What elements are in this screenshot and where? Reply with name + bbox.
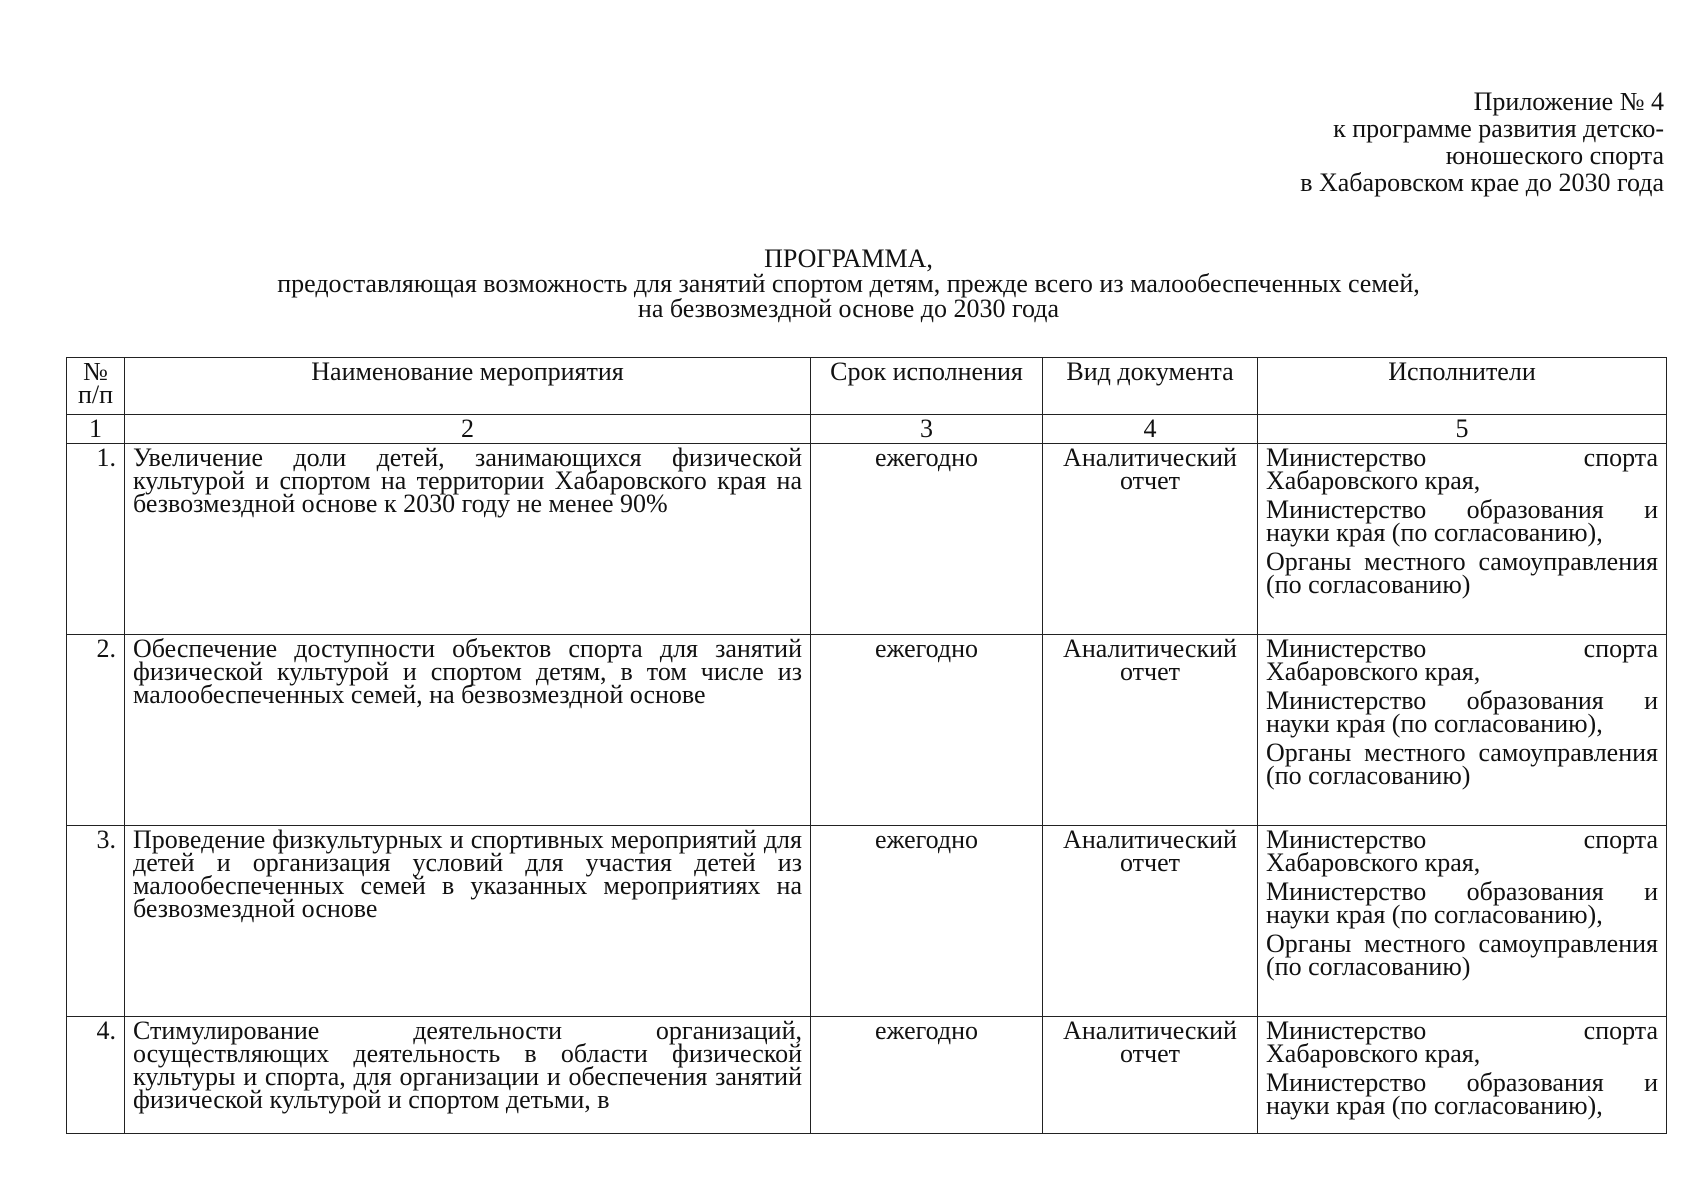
header-exec: Исполнители [1258, 358, 1667, 415]
appendix-note [1300, 88, 1664, 196]
table-header-row [67, 358, 1667, 415]
table-row [67, 635, 1667, 826]
deadline: ежегодно [811, 1017, 1043, 1134]
executors [1258, 444, 1667, 635]
header-term: Срок исполнения [811, 358, 1043, 415]
row-number: 1. [67, 444, 125, 635]
executor: Министерство спорта Хабаровского края, [1266, 443, 1658, 495]
appendix-line-2: к программе развития детско- [1333, 114, 1664, 143]
column-number: 2 [125, 415, 811, 444]
executor: Министерство образования и науки края (по согласованию), [1266, 877, 1658, 929]
table-row [67, 826, 1667, 1017]
executors [1258, 826, 1667, 1017]
column-number-row [67, 415, 1667, 444]
document-type: Аналитический отчет [1043, 1017, 1258, 1134]
table-row [67, 1017, 1667, 1134]
document-title [0, 246, 1697, 321]
title-line-2: предоставляющая возможность для занятий спортом детям, прежде всего из малообеспеченных семей, [277, 269, 1420, 298]
document-type: Аналитический отчет [1043, 635, 1258, 826]
executor: Министерство спорта Хабаровского края, [1266, 1016, 1658, 1068]
executor: Министерство образования и науки края (по согласованию), [1266, 1068, 1658, 1120]
appendix-line-3: юношеского спорта [1445, 141, 1664, 170]
header-num: № п/п [67, 358, 125, 415]
activity-name: Обеспечение доступности объектов спорта для занятий физической культурой и спортом детям, в том числе из малообеспеченных семей, на безвозмездной основе [125, 635, 811, 826]
document-type: Аналитический отчет [1043, 444, 1258, 635]
executors [1258, 1017, 1667, 1134]
column-number: 5 [1258, 415, 1667, 444]
appendix-line-4: в Хабаровском крае до 2030 года [1300, 168, 1664, 197]
executor: Органы местного самоуправления (по согласованию) [1266, 547, 1658, 599]
executor: Министерство спорта Хабаровского края, [1266, 825, 1658, 877]
deadline: ежегодно [811, 826, 1043, 1017]
column-number: 1 [67, 415, 125, 444]
deadline: ежегодно [811, 444, 1043, 635]
row-number: 4. [67, 1017, 125, 1134]
column-number: 3 [811, 415, 1043, 444]
title-line-3: на безвозмездной основе до 2030 года [637, 294, 1060, 323]
executors [1258, 635, 1667, 826]
column-number: 4 [1043, 415, 1258, 444]
executor: Министерство образования и науки края (по согласованию), [1266, 495, 1658, 547]
title-main: ПРОГРАММА, [764, 244, 933, 273]
appendix-line-1: Приложение № 4 [1473, 87, 1664, 116]
activity-name: Увеличение доли детей, занимающихся физической культурой и спортом на территории Хабаровского края на безвозмездной основе к 2030 году не менее 90% [125, 444, 811, 635]
program-table [66, 357, 1667, 1134]
row-number: 2. [67, 635, 125, 826]
row-number: 3. [67, 826, 125, 1017]
executor: Министерство образования и науки края (по согласованию), [1266, 686, 1658, 738]
document-type: Аналитический отчет [1043, 826, 1258, 1017]
activity-name: Проведение физкультурных и спортивных мероприятий для детей и организация условий для участия детей из малообеспеченных семей в указанных мероприятиях на безвозмездной основе [125, 826, 811, 1017]
table-row [67, 444, 1667, 635]
deadline: ежегодно [811, 635, 1043, 826]
executor: Органы местного самоуправления (по согласованию) [1266, 929, 1658, 981]
header-doc: Вид документа [1043, 358, 1258, 415]
executor: Органы местного самоуправления (по согласованию) [1266, 738, 1658, 790]
activity-name: Стимулирование деятельности организаций, осуществляющих деятельность в области физической культуры и спорта, для организации и обеспечения занятий физической культурой и спортом детьми, в [125, 1017, 811, 1134]
header-name: Наименование мероприятия [125, 358, 811, 415]
executor: Министерство спорта Хабаровского края, [1266, 634, 1658, 686]
